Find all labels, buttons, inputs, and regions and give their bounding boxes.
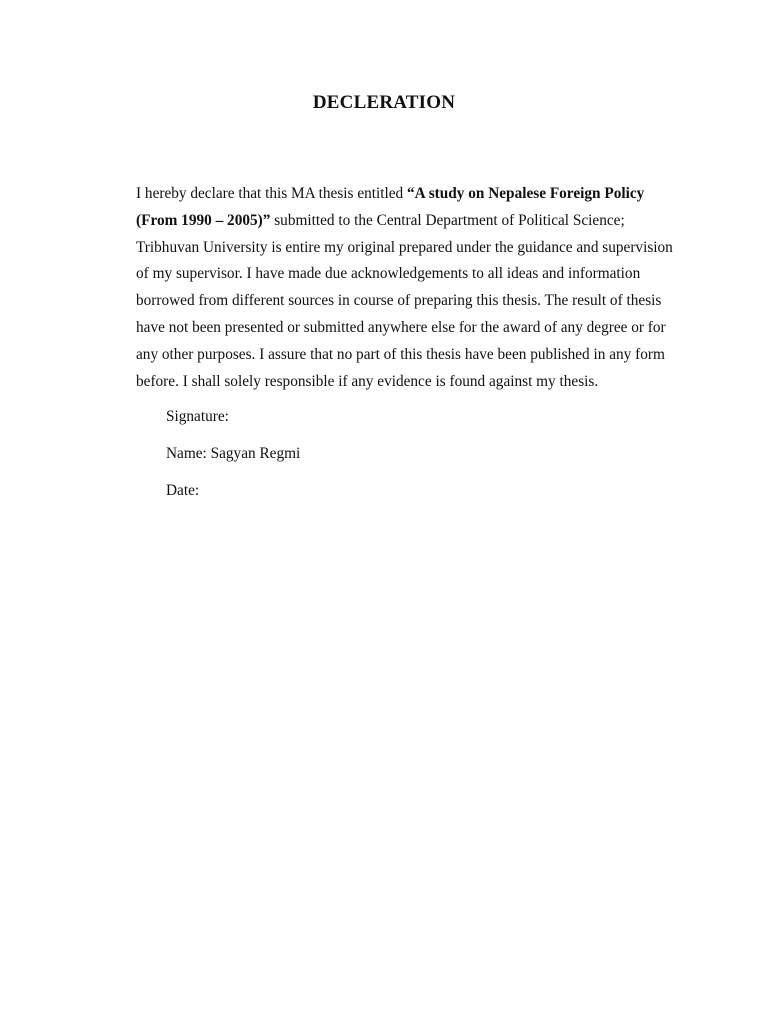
paragraph-line-7: any other purposes. I assure that no part of this thesis have been published in any form xyxy=(136,345,665,363)
paragraph-line-2-text: submitted to the Central Department of Political Science; xyxy=(270,211,625,229)
paragraph-line-6: have not been presented or submitted anywhere else for the award of any degree or for xyxy=(136,318,666,336)
paragraph-line-4: of my supervisor. I have made due acknowledgements to all ideas and information xyxy=(136,265,641,283)
paragraph-line-8: before. I shall solely responsible if any evidence is found against my thesis. xyxy=(136,372,599,390)
date-field: Date: xyxy=(166,482,200,499)
page-title: DECLERATION xyxy=(312,92,456,113)
thesis-title-part-2: (From 1990 – 2005)” xyxy=(136,211,271,229)
declaration-paragraph xyxy=(136,181,676,395)
signature-field: Signature: xyxy=(166,408,229,425)
paragraph-line-3: Tribhuvan University is entire my original prepared under the guidance and supervision xyxy=(136,238,673,256)
name-field: Name: Sagyan Regmi xyxy=(166,445,301,462)
thesis-title-part-1: “A study on Nepalese Foreign Policy xyxy=(407,185,645,202)
paragraph-line-2 xyxy=(136,208,676,235)
paragraph-line-1 xyxy=(136,181,676,208)
paragraph-line-1-text: I hereby declare that this MA thesis entitled xyxy=(136,185,408,202)
paragraph-line-5: borrowed from different sources in course of preparing this thesis. The result of thesis xyxy=(136,292,662,310)
